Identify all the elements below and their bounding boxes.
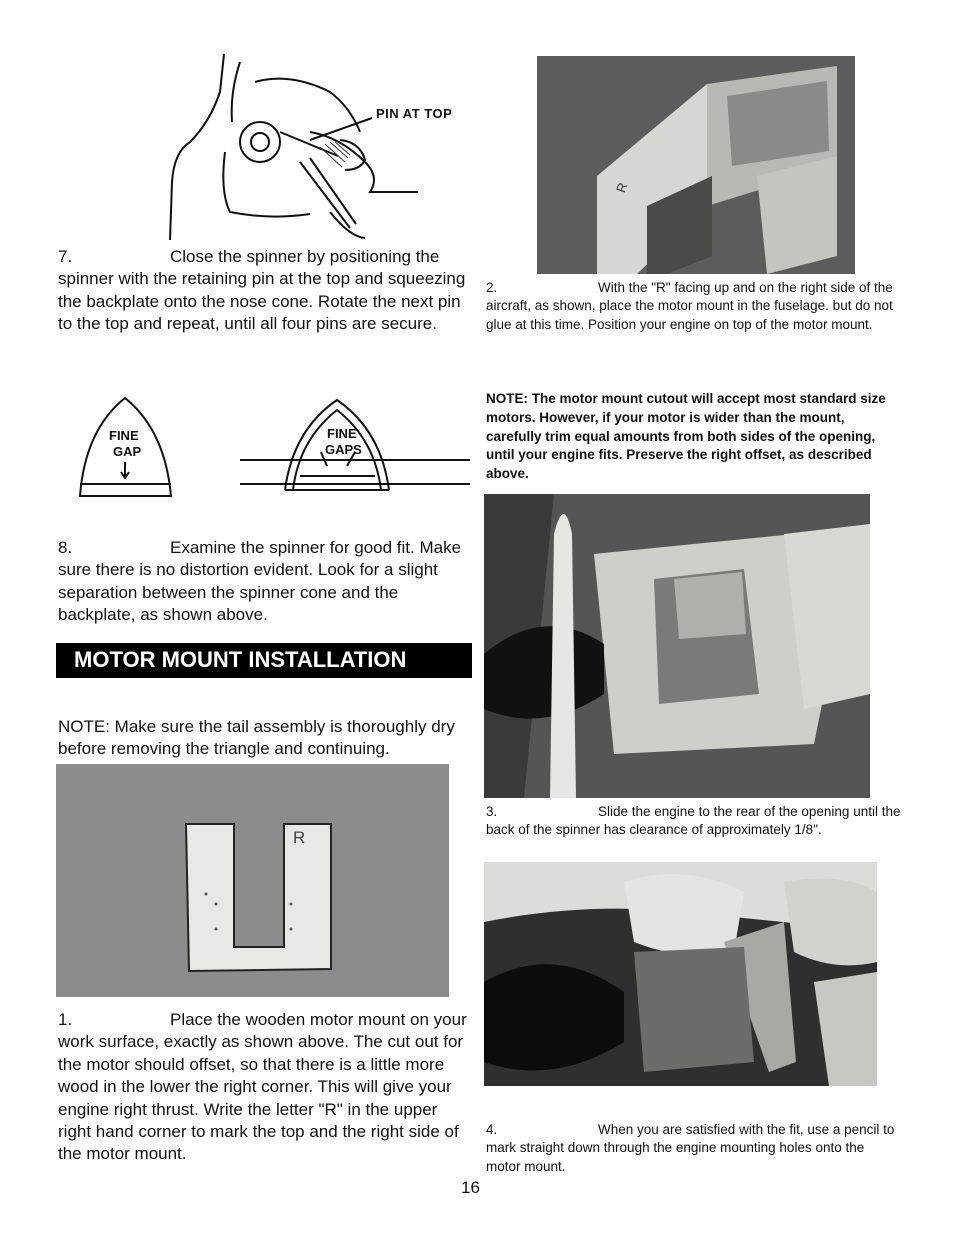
tail-assembly-note: NOTE: Make sure the tail assembly is thoroughly dry before removing the triangle and continuing. xyxy=(58,717,455,759)
mount-r-letter: R xyxy=(293,828,306,847)
fine-gaps-label-1: FINE xyxy=(327,426,357,441)
step-3 xyxy=(486,803,901,840)
step-1 xyxy=(58,1009,473,1166)
marking-holes-photo xyxy=(484,862,877,1086)
step-4-number: 4. xyxy=(486,1122,498,1137)
spinner-close-illustration xyxy=(160,52,470,240)
step-8-text: Examine the spinner for good fit. Make sure there is no distortion evident. Look for a slight separation between the spinner cone and the backplate, as shown above. xyxy=(58,538,462,625)
fuselage-r-letter: R xyxy=(613,180,631,195)
engine-spinner-photo xyxy=(484,494,870,798)
step-7-text: Close the spinner by positioning the spinner with the retaining pin at the top and squeezing the backplate onto the nose cone. Rotate the next pin to the top and repeat, until all four pins are secure. xyxy=(58,247,466,334)
step-3-text: Slide the engine to the rear of the opening until the back of the spinner has clearance of approximately 1/8". xyxy=(486,804,901,838)
fine-gaps-label-2: GAPS xyxy=(325,442,362,457)
step-3-number: 3. xyxy=(486,804,498,819)
motor-mount-photo xyxy=(56,764,449,997)
section-heading: MOTOR MOUNT INSTALLATION xyxy=(56,643,472,678)
spinner-gap-illustration xyxy=(75,390,470,500)
step-4-text: When you are satisfied with the fit, use a pencil to mark straight down through the engine mounting holes onto the motor mount. xyxy=(486,1122,895,1174)
step-1-text: Place the wooden motor mount on your work surface, exactly as shown above. The cut out for the motor should offset, so that there is a little more wood in the lower the right corner. This will give your engine right thrust. Write the letter "R" in the upper right hand corner to mark the top and the right side of the motor mount. xyxy=(58,1010,467,1164)
step-1-number: 1. xyxy=(58,1010,73,1029)
step-2-text: With the "R" facing up and on the right side of the aircraft, as shown, place the motor mount in the fuselage. but do not glue at this time. Position your engine on top of the motor mount. xyxy=(486,280,893,332)
step-2 xyxy=(486,279,901,334)
step-7-number: 7. xyxy=(58,247,73,266)
step-8 xyxy=(58,537,473,627)
page-number: 16 xyxy=(461,1178,480,1197)
step-8-number: 8. xyxy=(58,538,73,557)
fine-gap-label-2: GAP xyxy=(113,444,142,459)
pin-at-top-label: PIN AT TOP xyxy=(376,106,453,121)
step-2-number: 2. xyxy=(486,280,498,295)
step-7 xyxy=(58,246,473,336)
motor-cutout-note: NOTE: The motor mount cutout will accept most standard size motors. However, if your motor is wider than the mount, carefully trim equal amounts from both sides of the opening, until your engine fits. Preserve the right offset, as described above. xyxy=(486,391,886,482)
step-4 xyxy=(486,1121,901,1176)
fuselage-photo xyxy=(537,56,855,274)
fine-gap-label-1: FINE xyxy=(109,428,139,443)
